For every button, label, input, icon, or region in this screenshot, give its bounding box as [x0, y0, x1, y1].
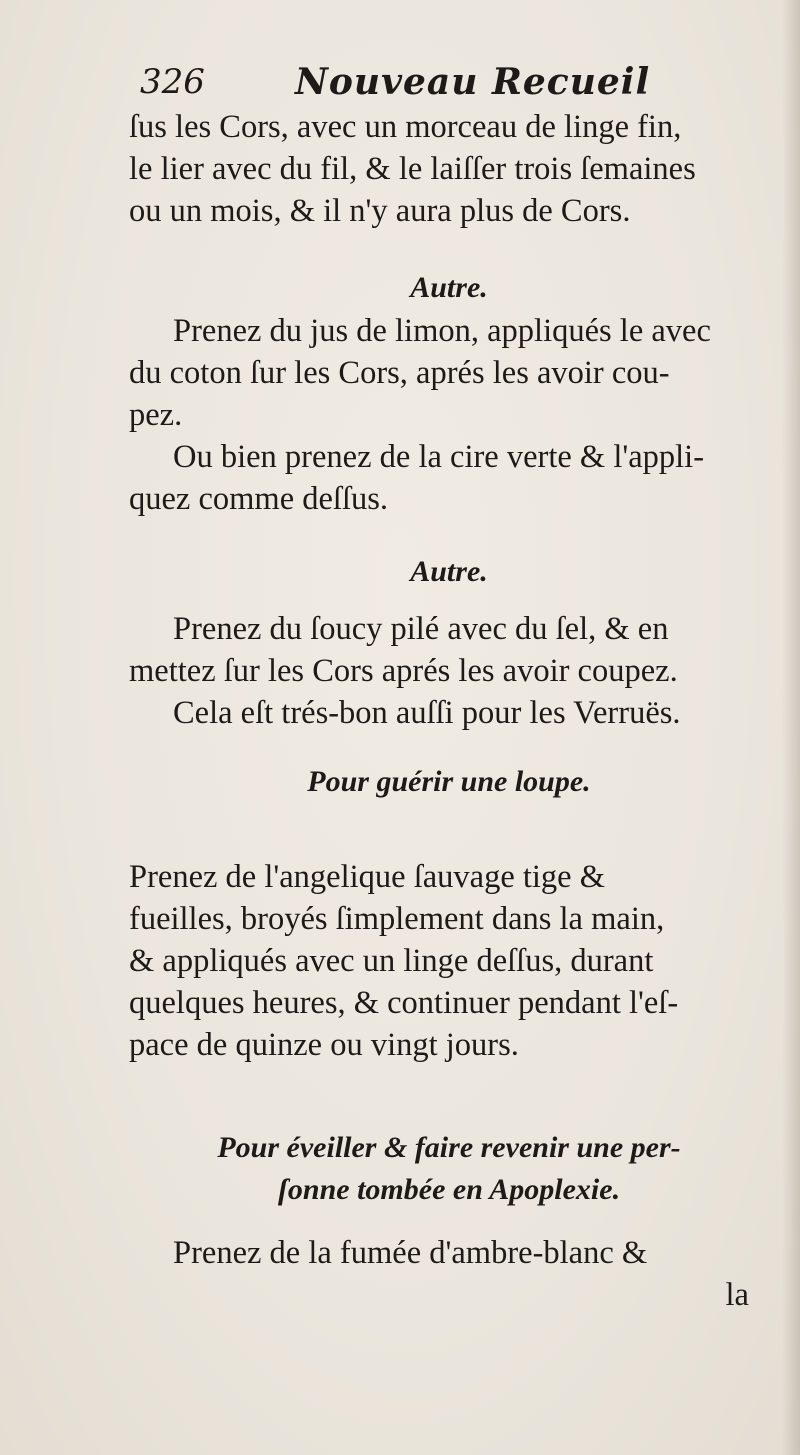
heading-apoplexie — [129, 1128, 769, 1212]
text-line: Cela eſt trés-bon auſſi pour les Verruës. — [173, 695, 681, 731]
page-number: 326 — [140, 62, 205, 102]
text-line: pace de quinze ou vingt jours. — [129, 1027, 519, 1063]
paragraph-2 — [129, 310, 769, 436]
text-line: Prenez de l'angelique ſauvage tige & — [129, 859, 606, 895]
page-edge-shadow — [782, 0, 800, 1455]
text-line: pez. — [129, 397, 183, 433]
paragraph-1 — [129, 106, 769, 232]
heading-line: ſonne tombée en Apoplexie. — [277, 1173, 621, 1206]
text-line: fueilles, broyés ſimplement dans la main, — [129, 901, 665, 937]
text-line: mettez ſur les Cors aprés les avoir coupez. — [129, 653, 678, 689]
text-line: Prenez du jus de limon, appliqués le avec — [173, 313, 711, 349]
running-head — [140, 60, 700, 104]
text-line: & appliqués avec un linge deſſus, durant — [129, 943, 654, 979]
text-line: quez comme deſſus. — [129, 481, 389, 517]
paragraph-3 — [129, 436, 769, 520]
text-line: ou un mois, & il n'y aura plus de Cors. — [129, 193, 631, 229]
text-line: quelques heures, & continuer pendant l'eſ- — [129, 985, 679, 1021]
text-line: le lier avec du fil, & le laiſſer trois ſemaines — [129, 151, 696, 187]
heading-line: Pour éveiller & faire revenir une per- — [217, 1131, 681, 1164]
text-line: Prenez du ſoucy pilé avec du ſel, & en — [173, 611, 669, 647]
heading-loupe: Pour guérir une loupe. — [307, 765, 591, 798]
heading-autre-2: Autre. — [410, 555, 488, 588]
text-line: ſus les Cors, avec un morceau de linge fin, — [129, 109, 682, 145]
text-line: Ou bien prenez de la cire verte & l'appli- — [173, 439, 705, 475]
catchword: la — [725, 1277, 749, 1313]
heading-autre-1: Autre. — [410, 271, 488, 304]
running-title: Nouveau Recueil — [295, 61, 651, 103]
text-line: Prenez de la fumée d'ambre-blanc & — [173, 1235, 648, 1271]
paragraph-4 — [129, 608, 769, 692]
text-line: du coton ſur les Cors, aprés les avoir cou- — [129, 355, 670, 391]
paragraph-7 — [129, 1232, 769, 1316]
paragraph-5 — [129, 692, 769, 734]
paragraph-6 — [129, 856, 769, 1066]
